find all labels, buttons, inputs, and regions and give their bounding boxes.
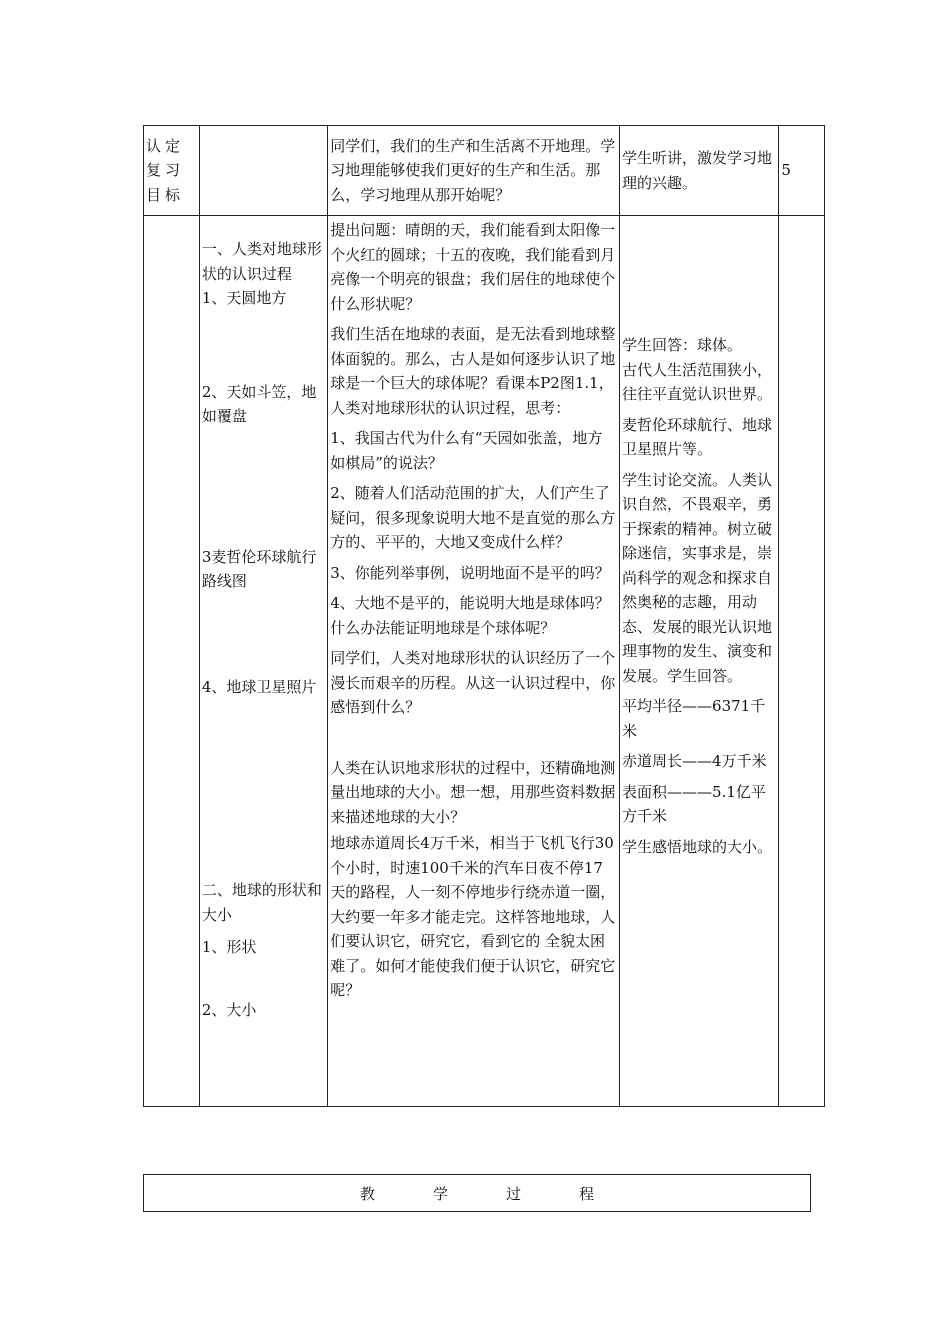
- student-para-2: 古代人生活范围狭小，往往平直觉认识世界。: [622, 360, 773, 403]
- teacher-activity-cell: [328, 126, 620, 216]
- student-activity-cell: [620, 216, 779, 1107]
- outline-heading-2: 二、地球的形状和大小: [201, 881, 322, 924]
- outline-item-3: 3麦哲伦环球航行路线图: [201, 547, 317, 590]
- outline-item-4: 4、地球卫星照片: [201, 677, 317, 696]
- outline-item-2: 2、天如斗笠，地如覆盘: [201, 382, 317, 425]
- teacher-para-7: 同学们，人类对地球形状的认识经历了一个漫长而艰辛的历程。从这一认识过程中，你感悟到什么？: [330, 649, 616, 716]
- outline-sub-2: 2、大小: [201, 1000, 257, 1019]
- teacher-para-5: 3、你能列举事例，说明地面不是平的吗？: [330, 563, 610, 582]
- student-para-6: 赤道周长——4万千米: [622, 752, 767, 770]
- teacher-text: 同学们，我们的生产和生活离不开地理。学习地理能够使我们更好的生产和生活。那么，学习地理从那开始呢？: [330, 136, 616, 204]
- teaching-process-header: [143, 1174, 811, 1212]
- teacher-para-4: 2、随着人们活动范围的扩大，人们产生了疑问，很多现象说明大地不是直觉的那么方方的、平平的，大地又变成什么样？: [330, 484, 616, 551]
- student-para-5: 平均半径——6371千米: [622, 697, 766, 740]
- outline-heading-1: 一、人类对地球形状的认识过程: [201, 240, 322, 283]
- teacher-activity-cell: [328, 216, 620, 1107]
- outline-sub-1: 1、形状: [201, 938, 257, 956]
- student-para-1: 学生回答：球体。: [622, 336, 743, 354]
- teacher-para-3: 1、我国古代为什么有“天园如张盖，地方如棋局”的说法？: [330, 429, 603, 472]
- student-para-3: 麦哲伦环球航行、地球卫星照片等。: [622, 415, 773, 458]
- teacher-para-2: 我们生活在地球的表面，是无法看到地球整体面貌的。那么，古人是如何逐步认识了地球是一个巨大的球体呢？看课本P2图1.1，人类对地球形状的认识过程，思考：: [330, 325, 616, 417]
- teacher-para-1: 提出问题：晴朗的天，我们能看到太阳像一个火红的圆球；十五的夜晚，我们能看到月亮像一个明亮的银盘；我们居住的地球使个什么形状呢？: [330, 221, 616, 313]
- time-cell: [779, 126, 825, 216]
- stage-label-cell-empty: [144, 216, 200, 1107]
- lesson-plan-table: [143, 125, 825, 1107]
- student-para-8: 学生感悟地球的大小。: [622, 837, 773, 856]
- stage-label-cell: [144, 126, 200, 216]
- teacher-para-8: 人类在认识地求形状的过程中，还精确地测量出地球的大小。想一想，用那些资料数据来描述地球的大小？: [330, 758, 616, 826]
- outline-item-1: 1、天圆地方: [201, 289, 287, 307]
- review-goals-row: [144, 126, 825, 216]
- student-activity-cell: [620, 126, 779, 216]
- stage-label: 认定复习目标: [146, 136, 185, 204]
- student-text: 学生听讲，激发学习地理的兴趣。: [622, 149, 773, 192]
- student-para-7: 表面积———5.1亿平方千米: [622, 782, 766, 825]
- teaching-process-title: 教学过程: [359, 1184, 652, 1203]
- outline-cell: [199, 216, 327, 1107]
- outline-cell-empty: [199, 126, 327, 216]
- student-para-4: 学生讨论交流。人类认识自然，不畏艰辛，勇于探索的精神。树立破除迷信，实事求是，崇尚科学的观念和探求自然奥秘的志趣，用动态、发展的眼光认识地理事物的发生、演变和发展。学生回答。: [622, 470, 773, 685]
- teacher-para-9: 地球赤道周长4万千米，相当于飞机飞行30个小时，时速100千米的汽车日夜不停17天的路程，人一刻不停地步行绕赤道一圈，大约要一年多才能走完。这样答地地球，人们要认识它，研究它，看到它的 全貌太困难了。如何才能使我们便于认识它，研究它呢？: [330, 834, 616, 999]
- new-lesson-row: [144, 216, 825, 1107]
- time-value: 5: [781, 161, 791, 180]
- time-cell-empty: [779, 216, 825, 1107]
- teacher-para-6: 4、大地不是平的，能说明大地是球体吗？什么办法能证明地球是个球体呢？: [330, 594, 610, 637]
